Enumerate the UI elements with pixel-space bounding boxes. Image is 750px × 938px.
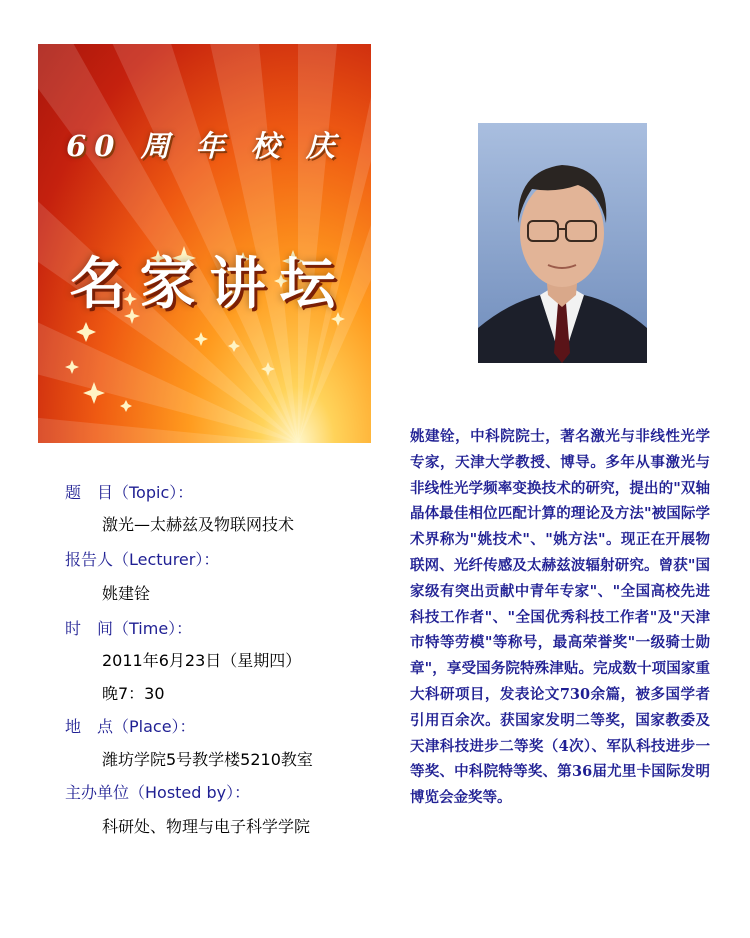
time-hour-value: 晚7：30: [102, 684, 165, 703]
bio-speaker-name: 姚建铨，: [410, 428, 471, 445]
event-banner: [38, 44, 371, 443]
lecturer-value: 姚建铨: [102, 584, 151, 603]
lecturer-label: 报告人（Lecturer）：: [65, 550, 220, 569]
speaker-bio: [410, 424, 710, 811]
topic-label: 题 目（Topic）：: [65, 483, 194, 502]
anniversary-title: 60 周 年 校 庆: [66, 129, 343, 163]
portrait-image: [478, 123, 647, 363]
speaker-portrait: [478, 123, 647, 363]
topic-value: 激光—太赫兹及物联网技术: [102, 515, 295, 534]
time-date-value: 2011年6月23日（星期四）: [102, 651, 302, 670]
host-value: 科研处、物理与电子科学学院: [102, 817, 311, 836]
lecture-info: [65, 481, 395, 839]
time-label: 时 间（Time）：: [65, 619, 193, 638]
host-label: 主办单位（Hosted by）：: [65, 783, 251, 802]
bio-text: 中科院院士，著名激光与非线性光学专家，天津大学教授、博导。多年从事激光与非线性光学频率变换技术的研究，提出的"双轴晶体最佳相位匹配计算的理论及方法"被国际学术界称为"姚技术"、"姚方法"。现正在开展物联网、光纤传感及太赫兹波辐射研究。曾获"国家级有突出贡献中青年专家"、"全国高校先进科技工作者"、"全国优秀科技工作者"及"天津市特等劳模"等称号，最高荣誉奖"一级骑士勋章"，享受国务院特殊津贴。完成数十项国家重大科研项目，发表论文730余篇，被多国学者引用百余次。获国家发明二等奖，国家教委及天津科技进步二等奖（4次）、军队科技进步一等奖、中科院特等奖、第36届尤里卡国际发明博览会金奖等。: [410, 428, 711, 807]
place-value: 潍坊学院5号教学楼5210教室: [102, 750, 313, 769]
place-label: 地 点（Place）：: [65, 717, 196, 736]
forum-title: 名家讲坛: [69, 251, 350, 317]
